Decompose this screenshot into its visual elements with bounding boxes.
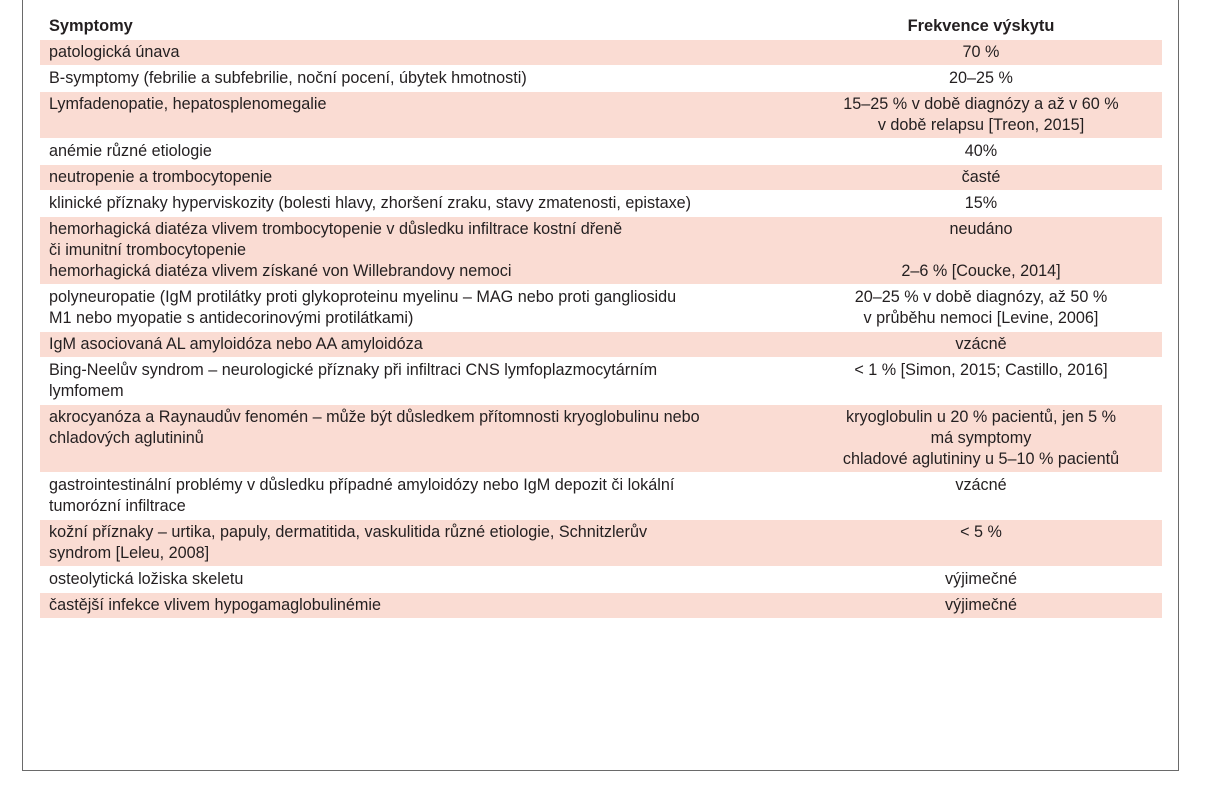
symptom-cell xyxy=(40,593,800,618)
symptom-text: hemorhagická diatéza vlivem trombocytopenie v důsledku infiltrace kostní dřeně xyxy=(49,220,623,238)
table-row xyxy=(40,92,1162,139)
table-row xyxy=(40,285,1162,332)
symptom-cell xyxy=(40,191,800,216)
frequency-text: výjimečné xyxy=(945,570,1017,588)
frequency-text: 20–25 % xyxy=(949,69,1013,87)
symptom-cell xyxy=(40,92,800,138)
symptom-text: hemorhagická diatéza vlivem získané von Willebrandovy nemoci xyxy=(49,262,512,280)
header-frequency: Frekvence výskytu xyxy=(907,17,1055,35)
symptom-text: neutropenie a trombocytopenie xyxy=(49,168,273,186)
frequency-cell xyxy=(800,92,1162,138)
frequency-cell xyxy=(800,332,1162,357)
symptom-text: Lymfadenopatie, hepatosplenomegalie xyxy=(49,95,327,113)
frequency-text: < 5 % xyxy=(960,523,1002,541)
frequency-text: v průběhu nemoci [Levine, 2006] xyxy=(863,309,1099,327)
frequency-text: 40% xyxy=(964,142,998,160)
table-header-row xyxy=(40,14,1162,40)
frequency-cell xyxy=(800,358,1162,404)
frequency-cell xyxy=(800,217,1162,284)
symptom-cell xyxy=(40,332,800,357)
symptoms-table xyxy=(40,14,1162,619)
frequency-cell xyxy=(800,405,1162,472)
symptom-cell xyxy=(40,139,800,164)
frequency-text: 2–6 % [Coucke, 2014] xyxy=(901,262,1061,280)
symptom-text: chladových aglutininů xyxy=(49,429,204,447)
symptom-text: Bing-Neelův syndrom – neurologické příznaky při infiltraci CNS lymfoplazmocytárním xyxy=(49,361,658,379)
frequency-text: v době relapsu [Treon, 2015] xyxy=(877,116,1085,134)
symptom-cell xyxy=(40,40,800,65)
symptom-text: častější infekce vlivem hypogamaglobulinémie xyxy=(49,596,382,614)
symptom-text: osteolytická ložiska skeletu xyxy=(49,570,244,588)
symptom-text: kožní příznaky – urtika, papuly, dermatitida, vaskulitida různé etiologie, Schnitzlerův xyxy=(49,523,648,541)
symptom-text: akrocyanóza a Raynaudův fenomén – může být důsledkem přítomnosti kryoglobulinu nebo xyxy=(49,408,700,426)
frequency-text: < 1 % [Simon, 2015; Castillo, 2016] xyxy=(854,361,1108,379)
frequency-text: výjimečné xyxy=(945,596,1017,614)
frequency-text: chladové aglutininy u 5–10 % pacientů xyxy=(842,450,1120,468)
table-row xyxy=(40,191,1162,217)
symptom-text: B-symptomy (febrilie a subfebrilie, noční pocení, úbytek hmotnosti) xyxy=(49,69,527,87)
table-row xyxy=(40,358,1162,405)
symptom-cell xyxy=(40,358,800,404)
symptom-cell xyxy=(40,520,800,566)
table-row xyxy=(40,332,1162,358)
table-row xyxy=(40,405,1162,473)
symptom-cell xyxy=(40,567,800,592)
frequency-cell xyxy=(800,285,1162,331)
table-row xyxy=(40,520,1162,567)
symptom-cell xyxy=(40,217,800,284)
symptom-cell xyxy=(40,66,800,91)
frequency-cell xyxy=(800,66,1162,91)
frequency-cell xyxy=(800,40,1162,65)
table-row xyxy=(40,40,1162,66)
frequency-text: kryoglobulin u 20 % pacientů, jen 5 % xyxy=(846,408,1116,426)
table-row xyxy=(40,593,1162,619)
table-row xyxy=(40,567,1162,593)
frequency-text: vzácné xyxy=(955,476,1007,494)
table-row xyxy=(40,66,1162,92)
frequency-text: má symptomy xyxy=(930,429,1032,447)
symptom-text: tumorózní infiltrace xyxy=(49,497,186,515)
frequency-text: vzácně xyxy=(955,335,1007,353)
table-row xyxy=(40,165,1162,191)
frequency-text: 15% xyxy=(964,194,998,212)
header-symptoms: Symptomy xyxy=(49,17,133,35)
frequency-cell xyxy=(800,473,1162,519)
frequency-text xyxy=(804,240,1158,261)
symptom-cell xyxy=(40,473,800,519)
symptom-text: lymfomem xyxy=(49,382,124,400)
frequency-cell xyxy=(800,520,1162,566)
frequency-cell xyxy=(800,191,1162,216)
symptom-text: anémie různé etiologie xyxy=(49,142,212,160)
symptom-cell xyxy=(40,405,800,472)
symptom-text: IgM asociovaná AL amyloidóza nebo AA amyloidóza xyxy=(49,335,423,353)
symptom-text: syndrom [Leleu, 2008] xyxy=(49,544,210,562)
frequency-text: neudáno xyxy=(949,220,1013,238)
frequency-text: 20–25 % v době diagnózy, až 50 % xyxy=(854,288,1108,306)
symptom-text: či imunitní trombocytopenie xyxy=(49,241,247,259)
symptom-cell xyxy=(40,285,800,331)
symptom-text: patologická únava xyxy=(49,43,180,61)
frequency-cell xyxy=(800,593,1162,618)
frequency-text: 15–25 % v době diagnózy a až v 60 % xyxy=(843,95,1119,113)
symptom-text: polyneuropatie (IgM protilátky proti glykoproteinu myelinu – MAG nebo proti gangliosidu xyxy=(49,288,677,306)
frequency-text: 70 % xyxy=(962,43,1000,61)
table-row xyxy=(40,217,1162,285)
frequency-cell xyxy=(800,139,1162,164)
table-row xyxy=(40,139,1162,165)
frequency-text: časté xyxy=(961,168,1001,186)
symptom-text: klinické příznaky hyperviskozity (bolesti hlavy, zhoršení zraku, stavy zmatenosti, epistaxe) xyxy=(49,194,692,212)
frequency-cell xyxy=(800,165,1162,190)
symptom-cell xyxy=(40,165,800,190)
symptom-text: gastrointestinální problémy v důsledku případné amyloidózy nebo IgM depozit či lokální xyxy=(49,476,675,494)
table-row xyxy=(40,473,1162,520)
symptom-text: M1 nebo myopatie s antidecorinovými protilátkami) xyxy=(49,309,414,327)
frequency-cell xyxy=(800,567,1162,592)
